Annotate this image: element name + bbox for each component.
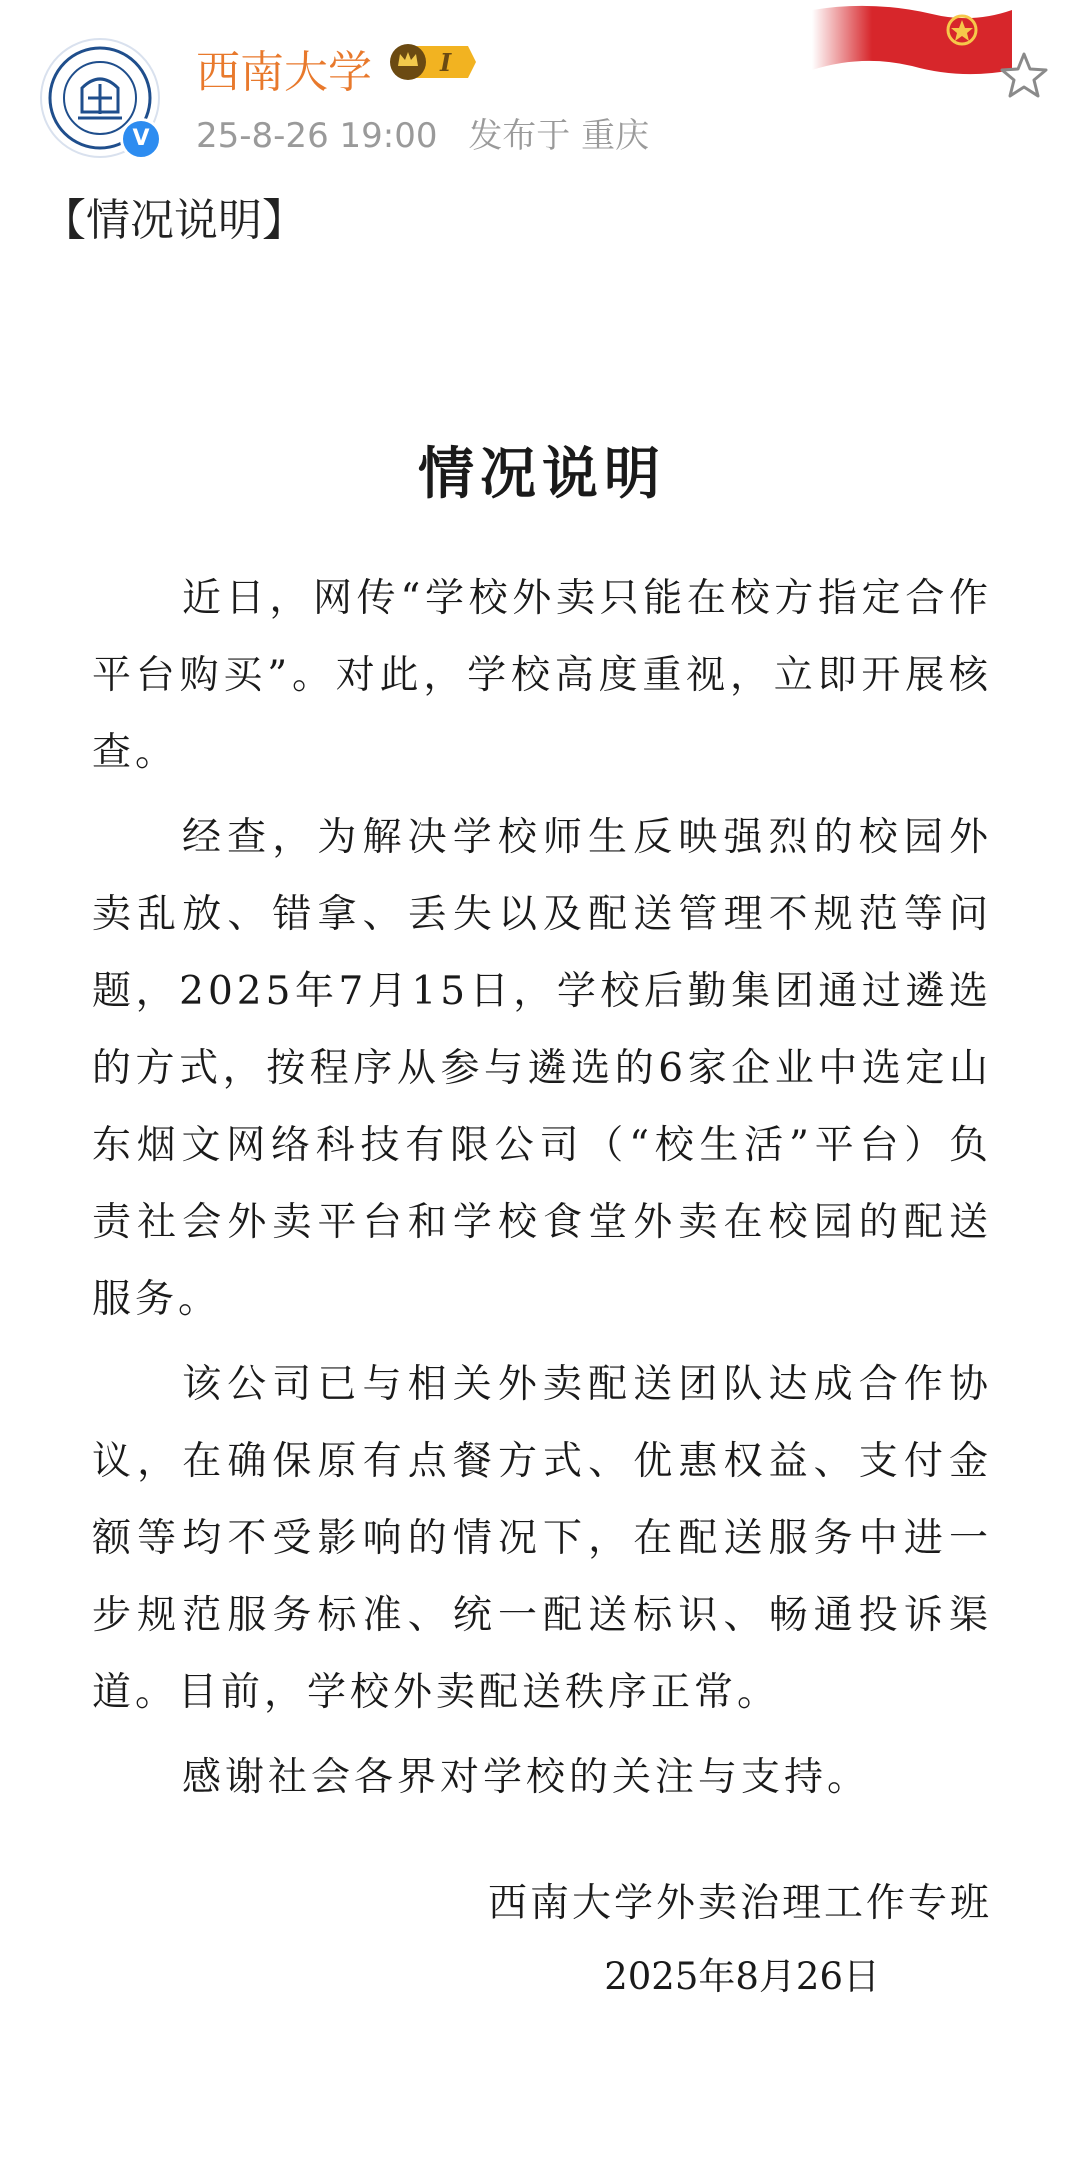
document-date: 2025年8月26日 — [604, 1955, 880, 1998]
document-signature: 西南大学外卖治理工作专班 — [487, 1881, 992, 1926]
announcement-document[interactable] — [92, 430, 992, 1998]
post-meta — [196, 108, 669, 157]
verified-v-icon: V — [120, 118, 162, 160]
decorative-flag-banner — [812, 0, 1012, 84]
post-timestamp: 25-8-26 19:00 — [196, 116, 438, 156]
author-name[interactable]: 西南大学 — [196, 47, 372, 98]
favorite-button[interactable] — [996, 48, 1052, 104]
document-paragraph: 该公司已与相关外卖配送团队达成合作协议，在确保原有点餐方式、优惠权益、支付金额等均不受影响的情况下，在配送服务中进一步规范服务标准、统一配送标识、畅通投诉渠道。目前，学校外卖配送秩序正常。 — [92, 1362, 992, 1715]
document-paragraph: 感谢社会各界对学校的关注与支持。 — [182, 1755, 871, 1800]
star-outline-icon — [996, 48, 1052, 104]
member-level-badge[interactable] — [388, 42, 476, 86]
member-level-text: I — [440, 48, 452, 77]
document-paragraph: 近日，网传“学校外卖只能在校方指定合作平台购买”。对此，学校高度重视，立即开展核查。 — [92, 576, 992, 775]
document-paragraph: 经查，为解决学校师生反映强烈的校园外卖乱放、错拿、丢失以及配送管理不规范等问题，2025年7月15日，学校后勤集团通过遴选的方式，按程序从参与遴选的6家企业中选定山东烟文网络科技有限公司（“校生活”平台）负责社会外卖平台和学校食堂外卖在校园的配送服务。 — [92, 815, 992, 1322]
post-location: 发布于 重庆 — [468, 116, 650, 156]
document-title: 情况说明 — [418, 441, 666, 507]
post-text: 【情况说明】 — [42, 195, 306, 246]
